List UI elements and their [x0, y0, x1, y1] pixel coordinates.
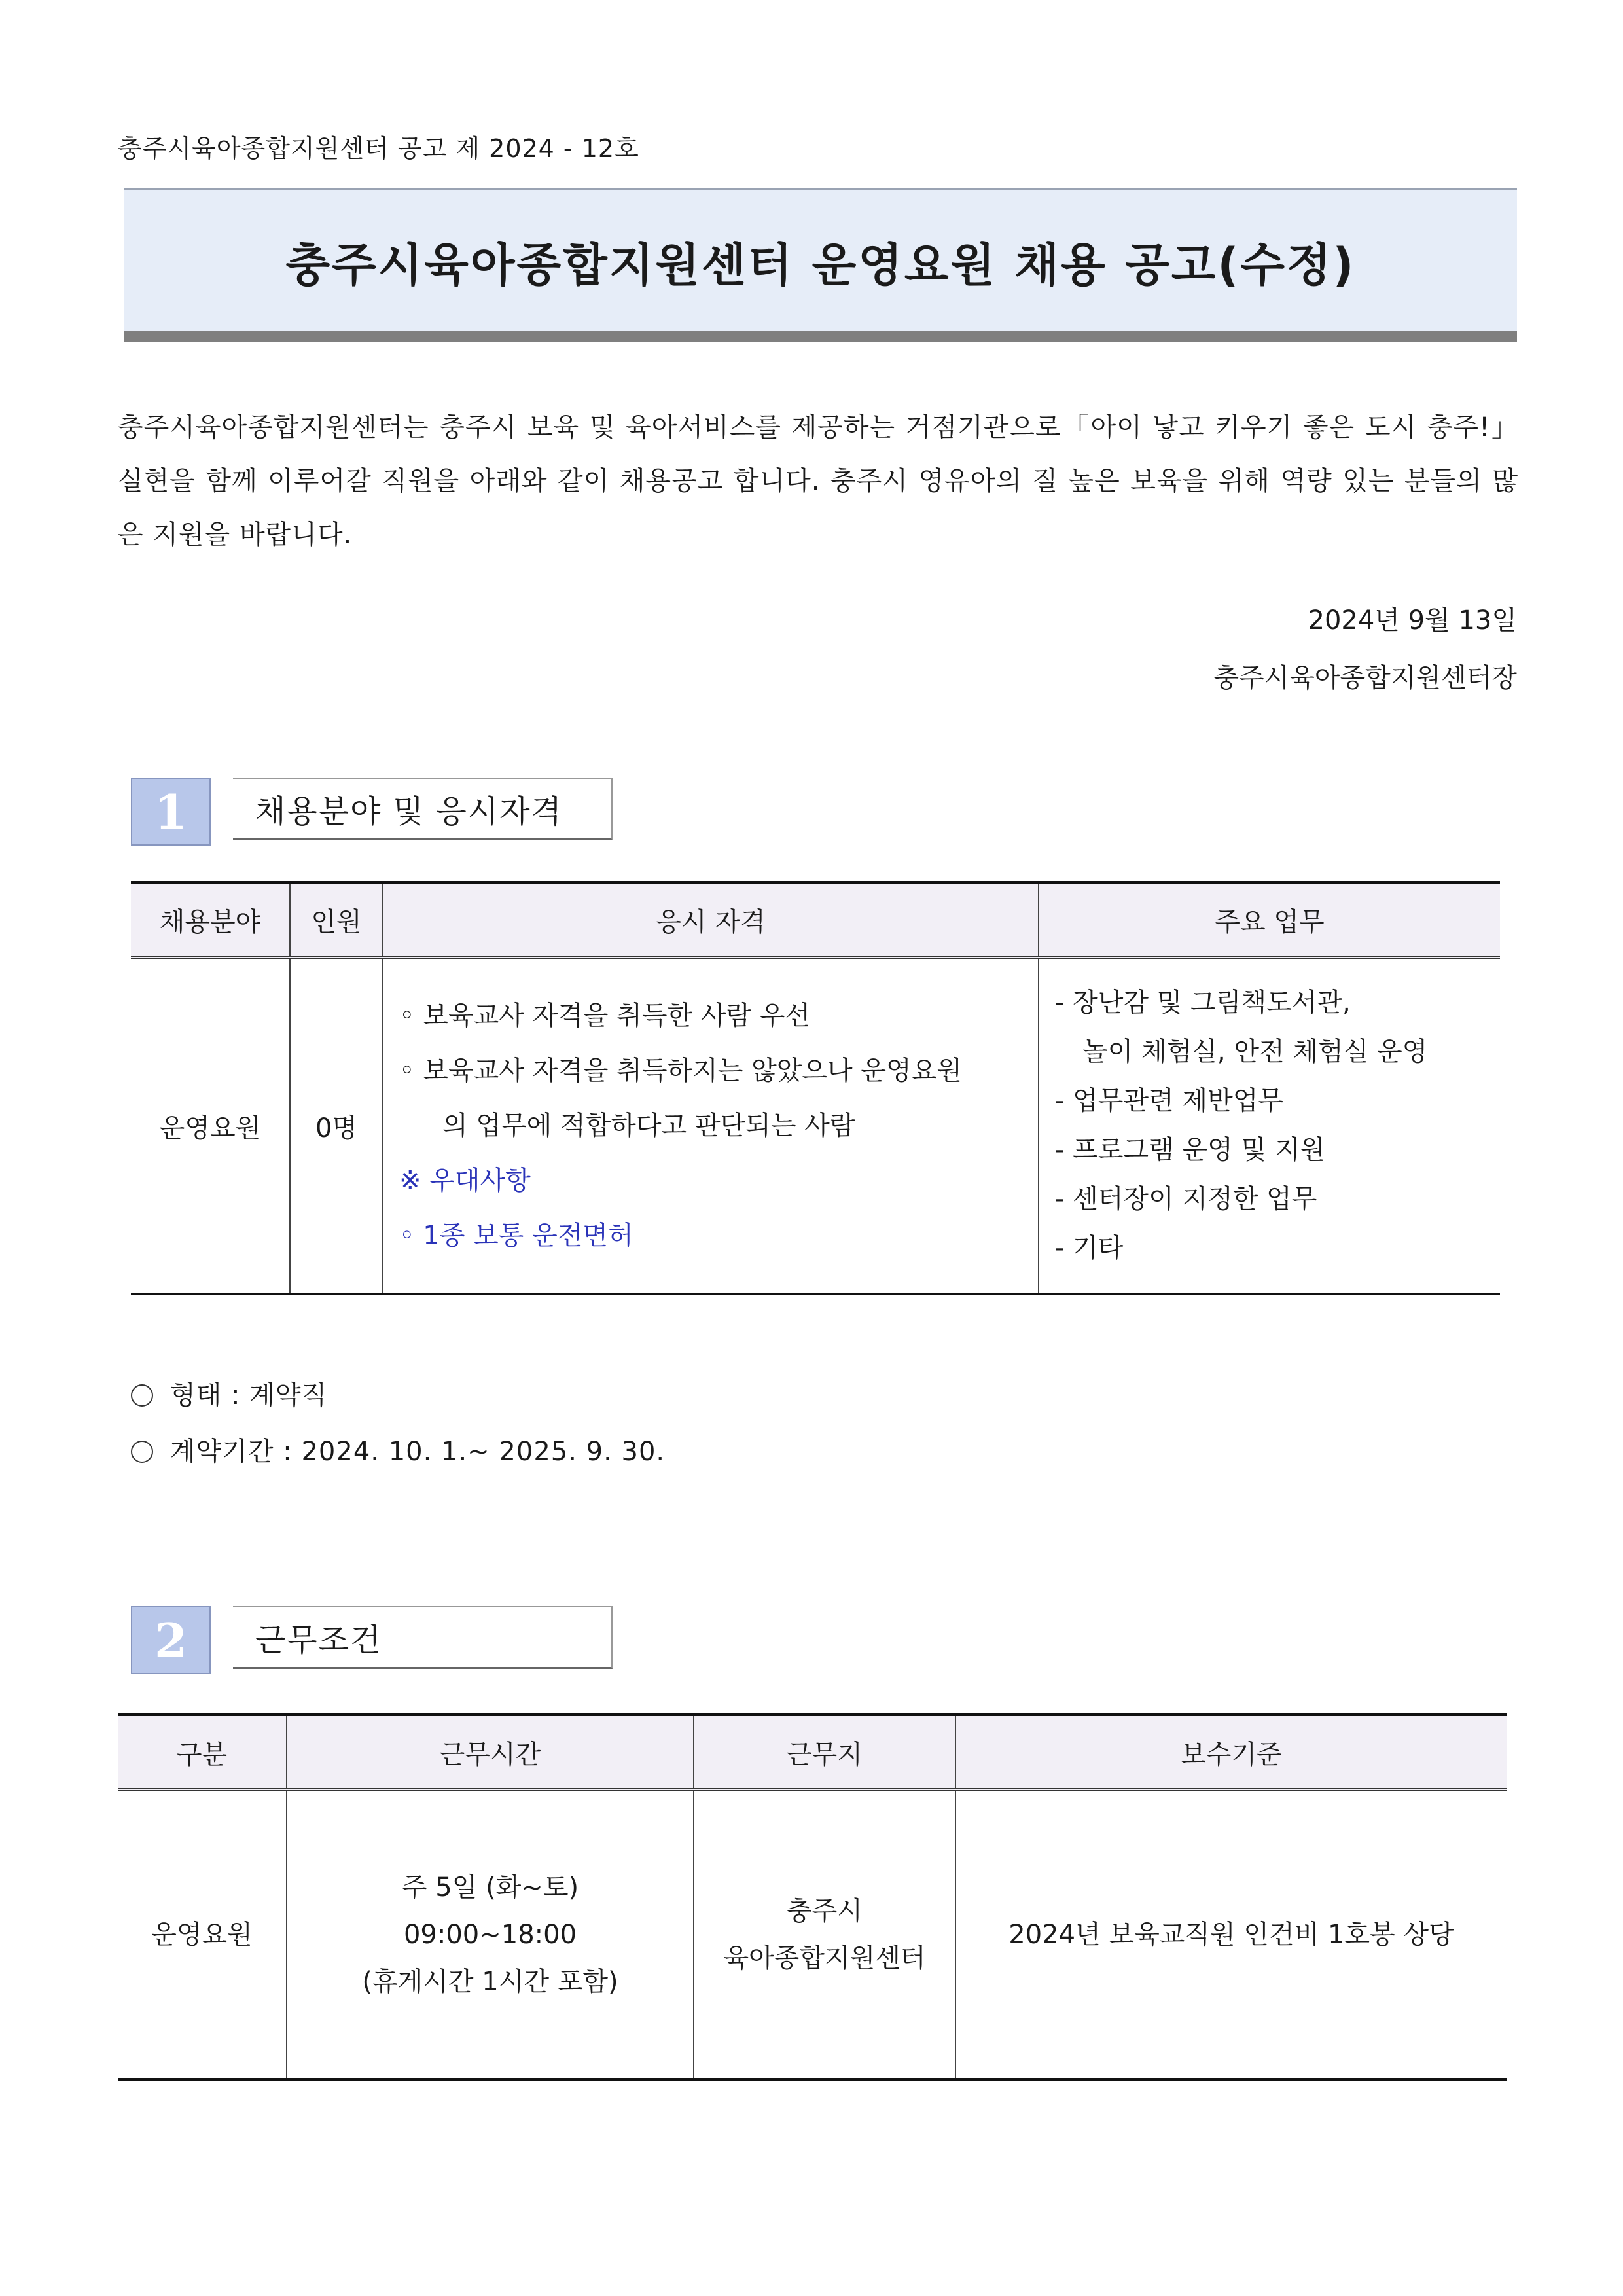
- circle-bullet-icon: [131, 1441, 153, 1463]
- hours-line: 09:00~18:00: [403, 1919, 577, 1950]
- cell-pay: 2024년 보육교직원 인건비 1호봉 상당: [955, 1790, 1507, 2079]
- header-pay: 보수기준: [955, 1715, 1507, 1790]
- section-2-number: 2: [131, 1606, 211, 1674]
- preference-label: ※ 우대사항: [399, 1166, 531, 1196]
- cell-type: 운영요원: [118, 1790, 287, 2079]
- cell-hours: [287, 1790, 694, 2079]
- header-count: 인원: [290, 882, 383, 958]
- circle-bullet-icon: [131, 1384, 153, 1407]
- notice-signer: 충주시육아종합지원센터장: [1213, 663, 1517, 693]
- hours-line: (휴게시간 1시간 포함): [362, 1966, 618, 1997]
- duty-item: - 기타: [1055, 1233, 1124, 1263]
- header-place: 근무지: [694, 1715, 955, 1790]
- table-row: [118, 1790, 1507, 2079]
- header-field: 채용분야: [131, 882, 290, 958]
- header-type: 구분: [118, 1715, 287, 1790]
- cell-count: 0명: [290, 958, 383, 1295]
- section-2-title-text: 근무조건: [255, 1622, 382, 1659]
- duty-item: - 센터장이 지정한 업무: [1055, 1184, 1317, 1214]
- cell-place: [694, 1790, 955, 2079]
- section-2-title: [233, 1606, 613, 1669]
- qualification-item: ◦ 보육교사 자격을 취득하지는 않았으나 운영요원: [399, 1056, 962, 1086]
- recruitment-table: [131, 881, 1500, 1295]
- preference-item: ◦ 1종 보통 운전면허: [399, 1221, 633, 1251]
- note-text: 형태 : 계약직: [170, 1380, 328, 1410]
- title-underline: [124, 331, 1517, 342]
- duty-item: 놀이 체험실, 안전 체험실 운영: [1082, 1037, 1428, 1067]
- recruitment-table-header: [131, 882, 1500, 958]
- duty-item: - 업무관련 제반업무: [1055, 1086, 1283, 1116]
- page-title: 충주시육아종합지원센터 운영요원 채용 공고(수정): [285, 238, 1356, 292]
- table-row: [131, 958, 1500, 1295]
- header-qualification: 응시 자격: [383, 882, 1039, 958]
- working-conditions-header: [118, 1715, 1507, 1790]
- header-hours: 근무시간: [287, 1715, 694, 1790]
- title-banner: [124, 188, 1517, 332]
- qualification-item: ◦ 보육교사 자격을 취득한 사람 우선: [399, 1001, 811, 1031]
- notice-number: 충주시육아종합지원센터 공고 제 2024 - 12호: [118, 134, 639, 163]
- note-item: [131, 1431, 665, 1468]
- hours-line: 주 5일 (화~토): [401, 1872, 579, 1903]
- duty-item: - 장난감 및 그림책도서관,: [1055, 988, 1351, 1018]
- header-duties: 주요 업무: [1039, 882, 1500, 958]
- place-line: 충주시: [787, 1895, 863, 1926]
- cell-duties: [1039, 958, 1500, 1295]
- qualification-item: 의 업무에 적합하다고 판단되는 사람: [442, 1111, 855, 1141]
- cell-field: 운영요원: [131, 958, 290, 1295]
- place-line: 육아종합지원센터: [723, 1943, 926, 1973]
- section-1-title-text: 채용분야 및 응시자격: [255, 793, 563, 830]
- cell-qualifications: [383, 958, 1039, 1295]
- duty-item: - 프로그램 운영 및 지원: [1055, 1135, 1326, 1165]
- note-item: [131, 1374, 327, 1412]
- intro-paragraph: 충주시육아종합지원센터는 충주시 보육 및 육아서비스를 제공하는 거점기관으로「아이 낳고 키우기 좋은 도시 충주!」실현을 함께 이루어갈 직원을 아래와 같이 채용공고 합니다. 충주시 영유아의 질 높은 보육을 위해 역량 있는 분들의 많은 지원을 바랍니다.: [118, 412, 1518, 550]
- notice-date: 2024년 9월 13일: [1308, 605, 1517, 636]
- section-1-title: [233, 778, 613, 840]
- note-text: 계약기간 : 2024. 10. 1.~ 2025. 9. 30.: [170, 1437, 666, 1467]
- working-conditions-table: [118, 1713, 1507, 2081]
- section-1-number: 1: [131, 778, 211, 846]
